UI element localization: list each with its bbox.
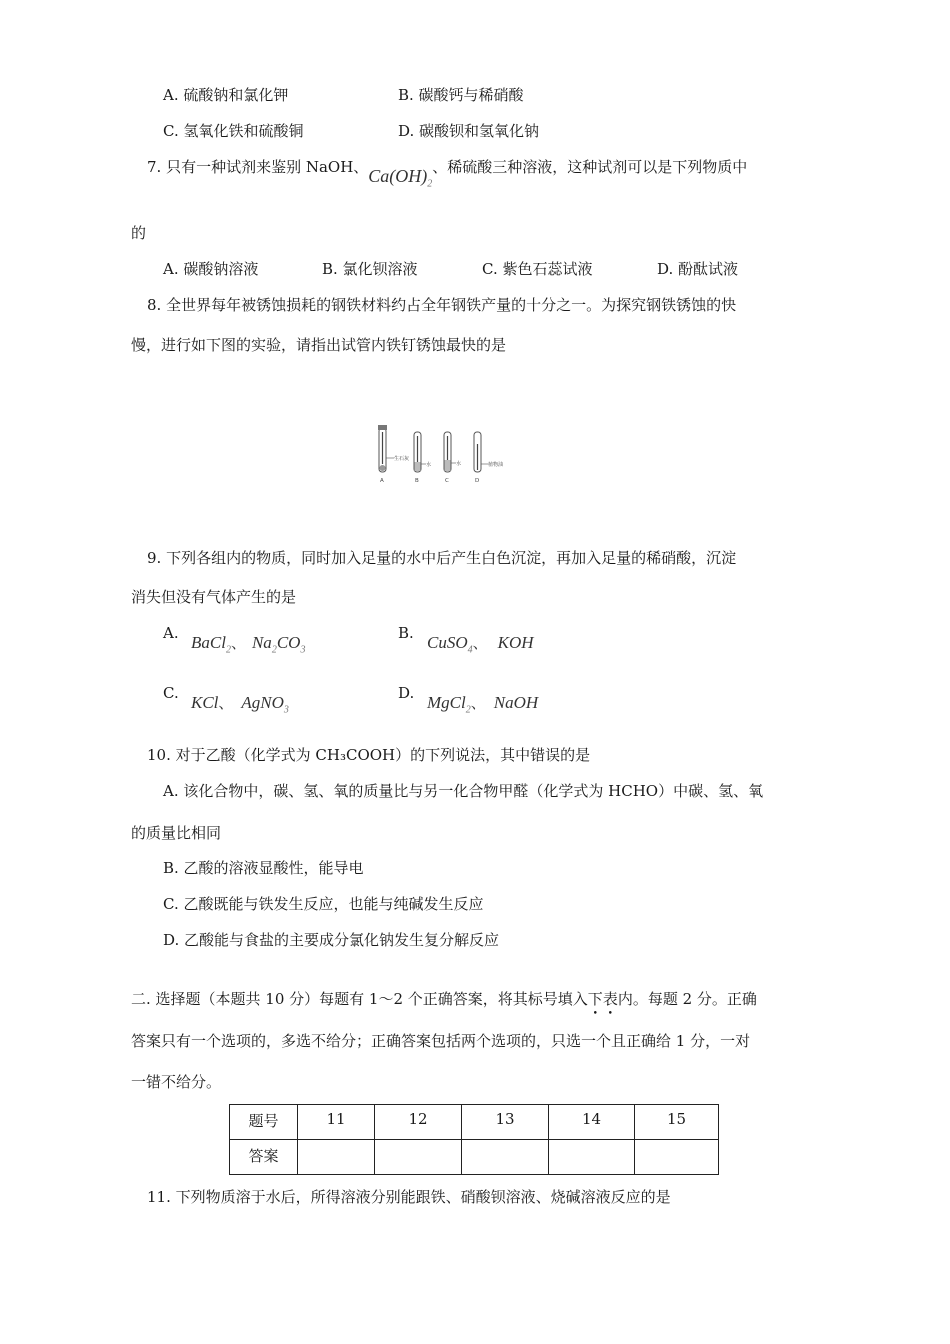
emphasis-biao: 表: [602, 990, 618, 1008]
q7-option-b: B. 氯化钡溶液: [322, 260, 418, 278]
q10-option-c: C. 乙酸既能与铁发生反应，也能与纯碱发生反应: [163, 895, 484, 913]
section2-line2: 答案只有一个选项的，多选不给分；正确答案包括两个选项的，只选一个且正确给 1 分，一对: [131, 1032, 751, 1050]
tube-label-a: A: [380, 478, 384, 484]
answer-table: [229, 1104, 719, 1175]
q9-line2: 消失但没有气体产生的是: [131, 588, 297, 606]
q8-line2: 慢，进行如下图的实验，请指出试管内铁钉锈蚀最快的是: [131, 336, 507, 354]
tube-label-c: C: [445, 478, 449, 484]
tube-label-d: D: [475, 478, 480, 484]
q10-option-b: B. 乙酸的溶液显酸性，能导电: [163, 859, 364, 877]
test-tube-figure: [368, 424, 528, 486]
label-oil: 植物油: [488, 462, 504, 468]
q7-stem-end: 的: [131, 224, 147, 242]
table-cell-number: 13: [462, 1105, 549, 1140]
q8-line1: 8. 全世界每年被锈蚀损耗的钢铁材料约占全年钢铁产量的十分之一。为探究钢铁锈蚀的快: [147, 296, 737, 314]
answer-cell[interactable]: [375, 1140, 462, 1175]
section2-line3: 一错不给分。: [131, 1073, 222, 1091]
table-header-label: 题号: [230, 1105, 298, 1140]
q9-option-a-label: A.: [163, 624, 179, 642]
table-row-answers: [230, 1140, 719, 1175]
table-cell-number: 12: [375, 1105, 462, 1140]
q9-option-c: KCl、 AgNO$_3$: [191, 693, 289, 716]
tube-a: [378, 425, 394, 472]
tube-d: [474, 432, 488, 472]
q7-option-c: C. 紫色石蕊试液: [482, 260, 593, 278]
table-row-numbers: [230, 1105, 719, 1140]
q10-stem: 10. 对于乙酸（化学式为 CH₃COOH）的下列说法，其中错误的是: [147, 746, 591, 764]
q7-formula: $Ca(OH)_2$: [368, 166, 433, 190]
q9-option-c-label: C.: [163, 684, 179, 702]
q10-option-d: D. 乙酸能与食盐的主要成分氯化钠发生复分解反应: [163, 931, 500, 949]
answer-cell[interactable]: [298, 1140, 375, 1175]
q7-stem-pre: 7. 只有一种试剂来鉴别 NaOH、: [147, 158, 369, 176]
q7-option-a: A. 碳酸钠溶液: [163, 260, 259, 278]
q6-option-b: B. 碳酸钙与稀硝酸: [398, 86, 524, 104]
q11-stem: 11. 下列物质溶于水后，所得溶液分别能跟铁、硝酸钡溶液、烧碱溶液反应的是: [147, 1188, 671, 1206]
table-cell-number: 11: [298, 1105, 375, 1140]
table-answer-label: 答案: [230, 1140, 298, 1175]
q10-option-a-line2: 的质量比相同: [131, 824, 222, 842]
tube-label-b: B: [415, 478, 419, 484]
table-cell-number: 14: [549, 1105, 635, 1140]
label-water-b: 水: [426, 462, 432, 468]
q9-option-d: MgCl$_2$、 NaOH: [427, 693, 539, 716]
q6-option-d: D. 碳酸钡和氢氧化钠: [398, 122, 540, 140]
q9-line1: 9. 下列各组内的物质，同时加入足量的水中后产生白色沉淀，再加入足量的稀硝酸，沉淀: [147, 549, 737, 567]
tube-b: [414, 432, 426, 472]
q7-stem-post: 、稀硫酸三种溶液，这种试剂可以是下列物质中: [432, 158, 748, 176]
emphasis-xia: 下: [587, 990, 603, 1008]
table-cell-number: 15: [635, 1105, 719, 1140]
q9-option-a: BaCl$_2$、 $Na_2CO_3$: [191, 633, 306, 656]
section2-line1: 二. 选择题（本题共 10 分）每题有 1～2 个正确答案，将其标号填入下表内。每题 2 分。正确: [131, 990, 757, 1008]
q6-option-c: C. 氢氧化铁和硫酸铜: [163, 122, 304, 140]
label-quicklime: 生石灰: [394, 456, 410, 462]
q7-stem: [147, 156, 748, 190]
answer-cell[interactable]: [462, 1140, 549, 1175]
q9-option-b-label: B.: [398, 624, 414, 642]
tube-c: [444, 432, 456, 472]
label-water-c: 水: [456, 461, 462, 467]
q9-option-d-label: D.: [398, 684, 415, 702]
q7-option-d: D. 酚酞试液: [657, 260, 739, 278]
q10-option-a-line1: A. 该化合物中，碳、氢、氧的质量比与另一化合物甲醛（化学式为 HCHO）中碳、氢、氧: [163, 782, 764, 800]
q9-option-b: CuSO$_4$、 KOH: [427, 633, 534, 656]
answer-cell[interactable]: [549, 1140, 635, 1175]
q6-option-a: A. 硫酸钠和氯化钾: [163, 86, 289, 104]
answer-cell[interactable]: [635, 1140, 719, 1175]
